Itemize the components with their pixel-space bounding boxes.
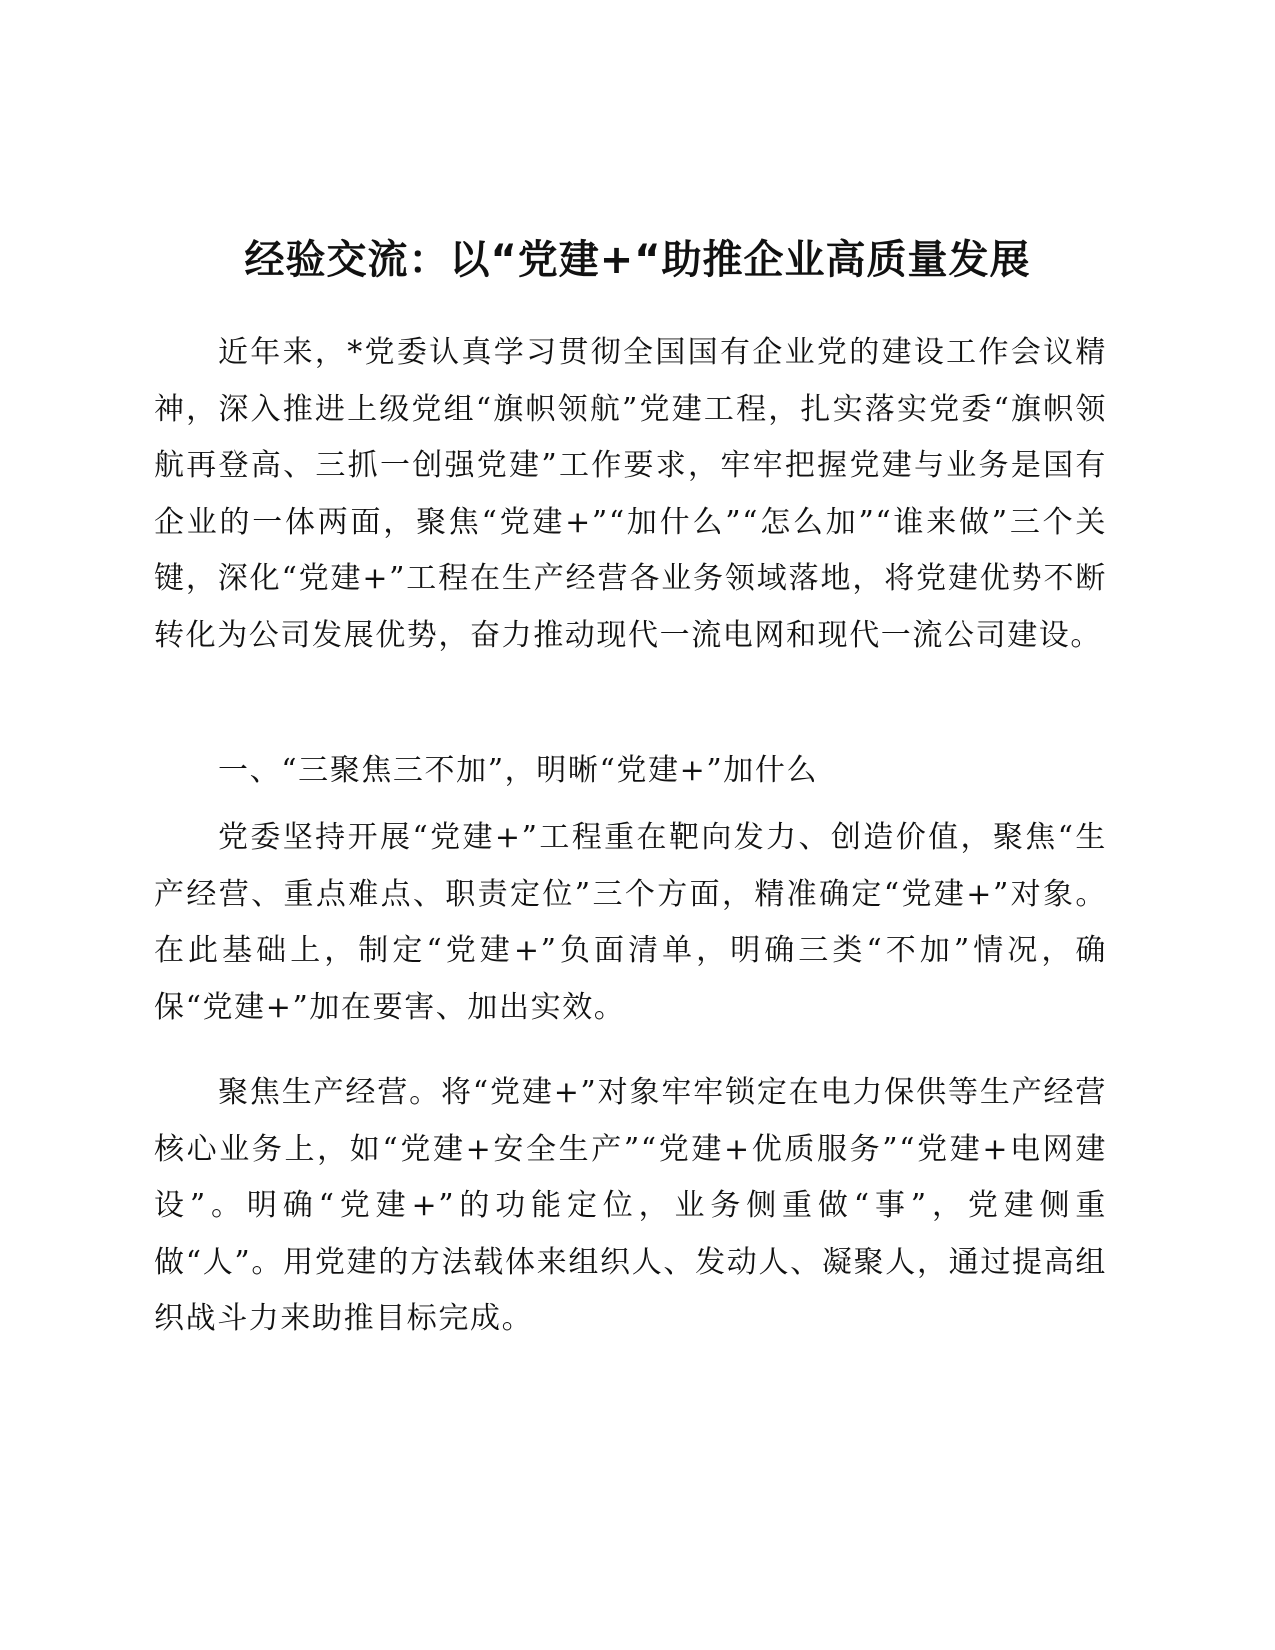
document-title: 经验交流：以“党建+“助推企业高质量发展 xyxy=(244,237,1031,283)
intro-paragraph: 近年来，*党委认真学习贯彻全国国有企业党的建设工作会议精神，深入推进上级党组“旗帜领航”党建工程，扎实落实党委“旗帜领航再登高、三抓一创强党建”工作要求，牢牢把握党建与业务是国有企业的一体两面，聚焦“党建+”“加什么”“怎么加”“谁来做”三个关键，深化“党建+”工程在生产经营各业务领域落地，将党建优势不断转化为公司发展优势，奋力推动现代一流电网和现代一流公司建设。 xyxy=(154,335,1107,653)
section-heading-1: 一、“三聚焦三不加”，明晰“党建+”加什么 xyxy=(218,753,819,788)
section1-paragraph-2: 聚焦生产经营。将“党建+”对象牢牢锁定在电力保供等生产经营核心业务上，如“党建+安全生产”“党建+优质服务”“党建+电网建设”。明确“党建+”的功能定位，业务侧重做“事”，党建侧重做“人”。用党建的方法载体来组织人、发动人、凝聚人，通过提高组织战斗力来助推目标完成。 xyxy=(154,1075,1107,1336)
section1-paragraph-1: 党委坚持开展“党建+”工程重在靶向发力、创造价值，聚焦“生产经营、重点难点、职责定位”三个方面，精准确定“党建+”对象。在此基础上，制定“党建+”负面清单，明确三类“不加”情况，确保“党建+”加在要害、加出实效。 xyxy=(154,820,1107,1025)
